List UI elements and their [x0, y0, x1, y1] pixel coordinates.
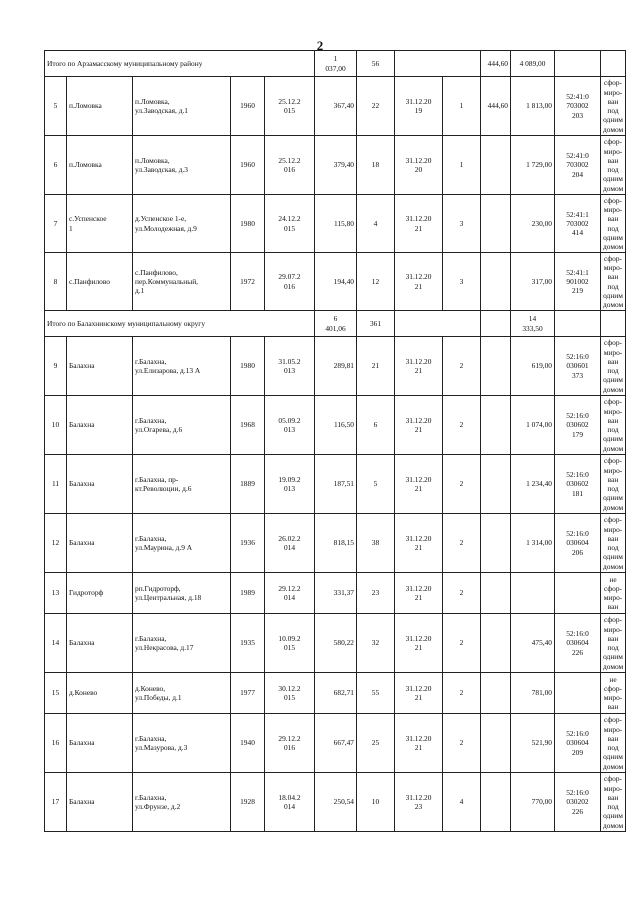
- table-row: [45, 455, 626, 514]
- cell-year: 1936: [231, 514, 265, 573]
- cell-year: 1989: [231, 573, 265, 614]
- cell-cost: 4 089,00: [511, 51, 555, 77]
- cell-cadastral: 52:16:0 030602 179: [555, 396, 601, 455]
- cell-number: 7: [45, 195, 67, 253]
- cell-deadline: 31.12.20 21: [395, 253, 443, 311]
- cell-year: 1960: [231, 136, 265, 195]
- cell-year: 1940: [231, 714, 265, 773]
- table-row: [45, 514, 626, 573]
- cell-settlement: Гидроторф: [67, 573, 133, 614]
- cell-status: сфор- миро- ван под одним домом: [601, 337, 626, 396]
- cell-mode: 2: [443, 673, 481, 714]
- cell-deadline: 31.12.20 21: [395, 337, 443, 396]
- cell-cadastral: 52:41:1 901002 219: [555, 253, 601, 311]
- cell-number: 15: [45, 673, 67, 714]
- cell-date: 18.04.2 014: [265, 773, 315, 832]
- cell-cost: 1 729,00: [511, 136, 555, 195]
- cell-settlement: Балахна: [67, 714, 133, 773]
- cell-area: 818,15: [315, 514, 357, 573]
- table-row: [45, 253, 626, 311]
- cell-year: 1968: [231, 396, 265, 455]
- cell-year: 1928: [231, 773, 265, 832]
- cell-year: 1960: [231, 77, 265, 136]
- cell-cadastral: 52:41:0 703002 203: [555, 77, 601, 136]
- cell-mode: 2: [443, 514, 481, 573]
- cell-settlement: Балахна: [67, 455, 133, 514]
- cell-sq: [481, 396, 511, 455]
- cell-cadastral: [555, 51, 601, 77]
- cell-mode: 2: [443, 455, 481, 514]
- cell-sq: [481, 514, 511, 573]
- cell-status: сфор- миро- ван под одним домом: [601, 136, 626, 195]
- cell-number: 8: [45, 253, 67, 311]
- cell-date: 29.12.2 016: [265, 714, 315, 773]
- cell-date: 26.02.2 014: [265, 514, 315, 573]
- table-body: [45, 51, 626, 832]
- cell-people: 12: [357, 253, 395, 311]
- housing-table: [44, 50, 626, 832]
- cell-status: [601, 311, 626, 337]
- cell-mode: 2: [443, 396, 481, 455]
- table-row: [45, 77, 626, 136]
- cell-deadline: 31.12.20 21: [395, 396, 443, 455]
- cell-sq: [481, 253, 511, 311]
- cell-cadastral: 52:16:0 030604 226: [555, 614, 601, 673]
- cell-status: сфор- миро- ван под одним домом: [601, 253, 626, 311]
- cell-cost: 1 074,00: [511, 396, 555, 455]
- cell-status: сфор- миро- ван под одним домом: [601, 195, 626, 253]
- cell-deadline: 31.12.20 21: [395, 195, 443, 253]
- cell-number: 11: [45, 455, 67, 514]
- cell-date: 30.12.2 015: [265, 673, 315, 714]
- cell-status: сфор- миро- ван под одним домом: [601, 614, 626, 673]
- table-row: [45, 714, 626, 773]
- cell-people: 18: [357, 136, 395, 195]
- cell-sq: 444,60: [481, 51, 511, 77]
- cell-deadline: 31.12.20 21: [395, 514, 443, 573]
- cell-year: 1935: [231, 614, 265, 673]
- cell-date: 25.12.2 015: [265, 77, 315, 136]
- cell-area: 250,54: [315, 773, 357, 832]
- cell-number: 6: [45, 136, 67, 195]
- cell-sq: [481, 614, 511, 673]
- cell-sq: [481, 573, 511, 614]
- cell-people: 6: [357, 396, 395, 455]
- cell-date: 31.05.2 013: [265, 337, 315, 396]
- table-row: [45, 136, 626, 195]
- table-row: [45, 773, 626, 832]
- summary-row: [45, 51, 626, 77]
- cell-year: 1980: [231, 337, 265, 396]
- cell-sq: [481, 714, 511, 773]
- cell-area: 580,22: [315, 614, 357, 673]
- cell-deadline: 31.12.20 20: [395, 136, 443, 195]
- cell-area: 1 037,00: [315, 51, 357, 77]
- cell-cadastral: 52:16:0 030602 181: [555, 455, 601, 514]
- cell-cadastral: 52:16:0 030601 373: [555, 337, 601, 396]
- table-row: [45, 573, 626, 614]
- cell-cost: 619,00: [511, 337, 555, 396]
- cell-people: 361: [357, 311, 395, 337]
- cell-address: рп.Гидроторф, ул.Центральная, д.18: [133, 573, 231, 614]
- cell-area: 367,40: [315, 77, 357, 136]
- cell-people: 4: [357, 195, 395, 253]
- cell-cost: 14 333,50: [511, 311, 555, 337]
- cell-status: не сфор- миро- ван: [601, 673, 626, 714]
- table-row: [45, 614, 626, 673]
- cell-cost: 1 813,00: [511, 77, 555, 136]
- cell-settlement: Балахна: [67, 396, 133, 455]
- cell-status: сфор- миро- ван под одним домом: [601, 514, 626, 573]
- cell-area: 667,47: [315, 714, 357, 773]
- cell-deadline: 31.12.20 21: [395, 714, 443, 773]
- cell-people: 38: [357, 514, 395, 573]
- cell-sq: 444,60: [481, 77, 511, 136]
- cell-area: 194,40: [315, 253, 357, 311]
- cell-address: г.Балахна, ул.Фрунзе, д.2: [133, 773, 231, 832]
- cell-year: 1977: [231, 673, 265, 714]
- cell-settlement: с.Успенское 1: [67, 195, 133, 253]
- cell-cadastral: 52:16:0 030202 226: [555, 773, 601, 832]
- cell-settlement: Балахна: [67, 614, 133, 673]
- cell-mode: 3: [443, 253, 481, 311]
- cell-status: [601, 51, 626, 77]
- cell-mode: 1: [443, 136, 481, 195]
- cell-number: 10: [45, 396, 67, 455]
- cell-settlement: Балахна: [67, 337, 133, 396]
- cell-date: 19.09.2 013: [265, 455, 315, 514]
- cell-mode: 3: [443, 195, 481, 253]
- cell-units: [395, 311, 481, 337]
- cell-units: [395, 51, 481, 77]
- cell-sq: [481, 673, 511, 714]
- cell-people: 22: [357, 77, 395, 136]
- cell-mode: 2: [443, 573, 481, 614]
- cell-settlement: с.Панфилово: [67, 253, 133, 311]
- table-row: [45, 337, 626, 396]
- table-row: [45, 673, 626, 714]
- cell-number: 12: [45, 514, 67, 573]
- cell-address: г.Балахна, ул.Елизарова, д.13 А: [133, 337, 231, 396]
- cell-settlement: Балахна: [67, 773, 133, 832]
- cell-cost: 317,00: [511, 253, 555, 311]
- cell-sq: [481, 195, 511, 253]
- cell-cost: 521,90: [511, 714, 555, 773]
- cell-date: 29.12.2 014: [265, 573, 315, 614]
- cell-sq: [481, 136, 511, 195]
- cell-settlement: Балахна: [67, 514, 133, 573]
- summary-label: Итого по Арзамасскому муниципальному району: [45, 51, 315, 77]
- cell-cadastral: [555, 673, 601, 714]
- cell-address: п.Ломовка, ул.Заводская, д.3: [133, 136, 231, 195]
- cell-sq: [481, 773, 511, 832]
- summary-row: [45, 311, 626, 337]
- cell-mode: 2: [443, 714, 481, 773]
- cell-number: 9: [45, 337, 67, 396]
- cell-people: 10: [357, 773, 395, 832]
- cell-address: п.Ломовка, ул.Заводская, д.1: [133, 77, 231, 136]
- cell-cadastral: [555, 573, 601, 614]
- summary-label: Итого по Балахнинскому муниципальному округу: [45, 311, 315, 337]
- cell-cost: [511, 573, 555, 614]
- cell-address: г.Балахна, ул.Некрасова, д.17: [133, 614, 231, 673]
- cell-people: 5: [357, 455, 395, 514]
- cell-cost: 230,00: [511, 195, 555, 253]
- cell-people: 56: [357, 51, 395, 77]
- cell-date: 25.12.2 016: [265, 136, 315, 195]
- cell-area: 379,40: [315, 136, 357, 195]
- cell-settlement: д.Конево: [67, 673, 133, 714]
- cell-date: 10.09.2 015: [265, 614, 315, 673]
- cell-mode: 2: [443, 614, 481, 673]
- cell-cadastral: [555, 311, 601, 337]
- cell-sq: [481, 337, 511, 396]
- cell-status: не сфор- миро- ван: [601, 573, 626, 614]
- cell-status: сфор- миро- ван под одним домом: [601, 455, 626, 514]
- cell-number: 16: [45, 714, 67, 773]
- cell-sq: [481, 311, 511, 337]
- cell-address: г.Балахна, ул.Мазурова, д.3: [133, 714, 231, 773]
- cell-deadline: 31.12.20 21: [395, 614, 443, 673]
- cell-area: 116,50: [315, 396, 357, 455]
- cell-number: 17: [45, 773, 67, 832]
- cell-mode: 4: [443, 773, 481, 832]
- cell-cost: 781,00: [511, 673, 555, 714]
- cell-cadastral: 52:16:0 030604 206: [555, 514, 601, 573]
- cell-cost: 1 234,40: [511, 455, 555, 514]
- cell-address: г.Балахна, ул.Огарева, д.6: [133, 396, 231, 455]
- cell-status: сфор- миро- ван под одним домом: [601, 714, 626, 773]
- cell-number: 13: [45, 573, 67, 614]
- cell-deadline: 31.12.20 23: [395, 773, 443, 832]
- cell-settlement: п.Ломовка: [67, 136, 133, 195]
- cell-address: с.Панфилово, пер.Коммунальный, д.1: [133, 253, 231, 311]
- cell-year: 1889: [231, 455, 265, 514]
- cell-date: 05.09.2 013: [265, 396, 315, 455]
- cell-deadline: 31.12.20 21: [395, 455, 443, 514]
- cell-status: сфор- миро- ван под одним домом: [601, 396, 626, 455]
- page-number: 2: [316, 38, 324, 53]
- cell-status: сфор- миро- ван под одним домом: [601, 773, 626, 832]
- cell-people: 21: [357, 337, 395, 396]
- cell-area: 6 401,06: [315, 311, 357, 337]
- cell-people: 23: [357, 573, 395, 614]
- cell-cadastral: 52:41:1 703002 414: [555, 195, 601, 253]
- cell-cost: 1 314,00: [511, 514, 555, 573]
- cell-cost: 770,00: [511, 773, 555, 832]
- cell-year: 1972: [231, 253, 265, 311]
- cell-date: 24.12.2 015: [265, 195, 315, 253]
- cell-address: д.Конево, ул.Победы, д.1: [133, 673, 231, 714]
- cell-deadline: 31.12.20 19: [395, 77, 443, 136]
- table-row: [45, 195, 626, 253]
- cell-deadline: 31.12.20 21: [395, 573, 443, 614]
- cell-people: 25: [357, 714, 395, 773]
- cell-area: 187,51: [315, 455, 357, 514]
- cell-cost: 475,40: [511, 614, 555, 673]
- cell-number: 14: [45, 614, 67, 673]
- cell-status: сфор- миро- ван под одним домом: [601, 77, 626, 136]
- cell-area: 331,37: [315, 573, 357, 614]
- cell-people: 32: [357, 614, 395, 673]
- cell-area: 289,81: [315, 337, 357, 396]
- cell-address: г.Балахна, ул.Маурина, д.9 А: [133, 514, 231, 573]
- cell-area: 682,71: [315, 673, 357, 714]
- cell-cadastral: 52:41:0 703002 204: [555, 136, 601, 195]
- cell-mode: 2: [443, 337, 481, 396]
- cell-deadline: 31.12.20 21: [395, 673, 443, 714]
- cell-cadastral: 52:16:0 030604 209: [555, 714, 601, 773]
- table-row: [45, 396, 626, 455]
- cell-date: 29.07.2 016: [265, 253, 315, 311]
- cell-year: 1980: [231, 195, 265, 253]
- cell-address: г.Балахна, пр- кт.Революции, д.6: [133, 455, 231, 514]
- cell-people: 55: [357, 673, 395, 714]
- cell-number: 5: [45, 77, 67, 136]
- cell-address: д.Успенское 1-е, ул.Молодежная, д.9: [133, 195, 231, 253]
- cell-mode: 1: [443, 77, 481, 136]
- cell-sq: [481, 455, 511, 514]
- cell-settlement: п.Ломовка: [67, 77, 133, 136]
- cell-area: 115,80: [315, 195, 357, 253]
